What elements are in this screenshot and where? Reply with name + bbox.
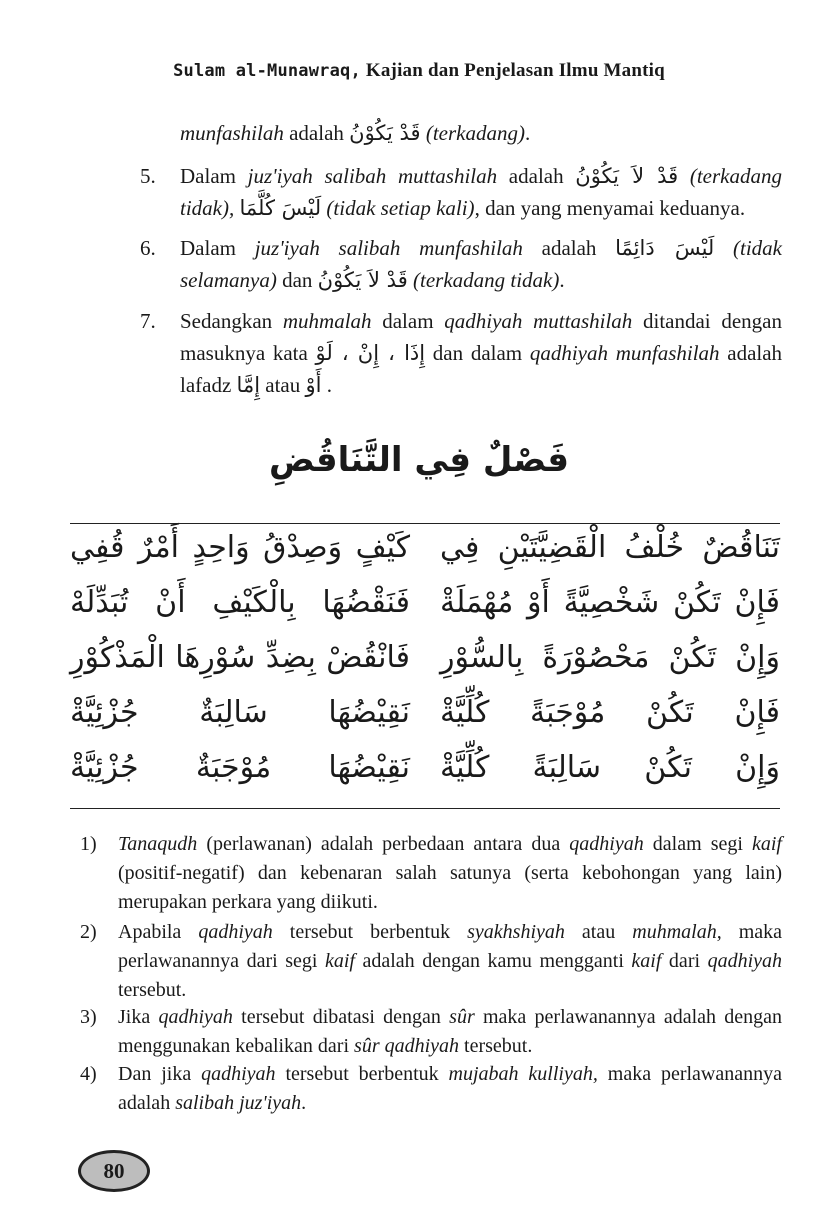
italic-term: mujabah kulliyah, <box>448 1063 598 1085</box>
gloss: (terkadang tidak), <box>180 164 782 220</box>
gloss: (terkadang tidak) <box>407 268 560 292</box>
text: dan <box>276 268 318 292</box>
italic-term: juz'iyah salibah muttashilah <box>247 164 498 188</box>
italic-term: qadhiyah <box>569 833 644 855</box>
verse-first-hemistich: وَإِنْ تَكُنْ مَحْصُوْرَةً بِالسُّوْرِ <box>440 640 780 675</box>
intro-line <box>180 117 782 149</box>
intro-gloss: (terkadang) <box>425 121 525 145</box>
item-text <box>180 160 782 224</box>
arabic-term: أَوْ <box>305 373 322 397</box>
text: Dalam <box>180 236 255 260</box>
text: Jika <box>118 1006 159 1028</box>
arabic-term: قَدْ لاَ يَكُوْنُ <box>575 164 679 188</box>
text: ditandai dengan masuknya kata <box>180 309 782 365</box>
intro-term: munfashilah <box>180 121 284 145</box>
item-number: 7. <box>140 309 156 333</box>
italic-term: sûr qadhiyah <box>354 1035 460 1057</box>
intro-text: adalah <box>283 121 350 145</box>
item-number: 6. <box>140 236 156 260</box>
footnote-number: 4) <box>80 1063 97 1085</box>
gloss: (tidak setiap kali) <box>321 196 475 220</box>
poem-top-rule <box>70 523 780 524</box>
page-number-badge: 80 <box>78 1150 150 1192</box>
running-header <box>0 60 838 82</box>
text: dalam segi <box>643 833 752 855</box>
text: maka perlawanannya adalah dengan menggunakan kebalikan dari <box>118 1006 783 1057</box>
text: adalah <box>522 236 616 260</box>
item-text <box>180 232 782 296</box>
italic-term: qadhiyah <box>201 1063 276 1085</box>
footnote-text <box>118 1060 782 1118</box>
text: . <box>321 373 332 397</box>
verse-second-hemistich: كَيْفٍ وَصِدْقُ وَاحِدٍ أَمْرٌ قُفِي <box>70 530 410 565</box>
italic-term: kaif <box>752 833 782 855</box>
text: dan dalam <box>425 341 530 365</box>
text: , dan yang menyamai keduanya. <box>474 196 746 220</box>
text: maka perlawanannya dari segi <box>118 921 783 972</box>
text: Apabila <box>118 921 199 943</box>
text: tersebut. <box>459 1035 533 1057</box>
footnote-number: 2) <box>80 921 97 943</box>
verse-second-hemistich: فَنَقْضُهَا بِالْكَيْفِ أَنْ تُبَدِّلَهْ <box>70 585 410 620</box>
text: dari <box>661 950 708 972</box>
arabic-term: إِمَّا <box>236 373 261 397</box>
verse-second-hemistich: فَانْقُضْ بِضِدِّ سُوْرِهَا الْمَذْكُوْرِ <box>70 640 410 675</box>
italic-term: Tanaqudh <box>118 833 198 855</box>
item-text <box>180 305 782 401</box>
text: adalah dengan kamu mengganti <box>354 950 632 972</box>
footnote-text <box>118 1003 782 1061</box>
text: (perlawanan) adalah perbedaan antara dua <box>197 833 570 855</box>
verse-second-hemistich: نَقِيْضُهَا سَالِبَةٌ جُزْئِيَّةْ <box>70 695 410 730</box>
text: . <box>301 1092 307 1114</box>
italic-term: kaif <box>631 950 662 972</box>
footnote-number: 1) <box>80 833 97 855</box>
text: tersebut dibatasi dengan <box>232 1006 450 1028</box>
poem-verse-1 <box>70 530 780 588</box>
verse-first-hemistich: فَإِنْ تَكُنْ شَخْصِيَّةً أَوْ مُهْمَلَةْ <box>440 585 780 620</box>
text: (positif-negatif) dan kebenaran salah satunya (serta kebohongan yang lain) merupakan perkara yang diikuti. <box>118 862 782 913</box>
text: Dalam <box>180 164 248 188</box>
text: tersebut berbentuk <box>272 921 468 943</box>
italic-term: syakhshiyah <box>467 921 565 943</box>
item-number: 5. <box>140 164 156 188</box>
poem-verse-5 <box>70 750 780 808</box>
text: atau <box>260 373 306 397</box>
poem-verse-4 <box>70 695 780 753</box>
italic-term: qadhiyah <box>158 1006 233 1028</box>
italic-term: kaif <box>324 950 355 972</box>
text: tersebut. <box>118 979 187 1001</box>
poem-verse-3 <box>70 640 780 698</box>
gloss: (tidak selamanya) <box>180 236 783 292</box>
italic-term: qadhiyah <box>707 950 782 972</box>
intro-arabic: قَدْ يَكُوْنُ <box>349 121 421 145</box>
italic-term: qadhiyah munfashilah <box>529 341 720 365</box>
poem-bottom-rule <box>70 808 780 809</box>
text: maka perlawanannya adalah <box>118 1063 783 1114</box>
footnote-text <box>118 830 782 917</box>
text: Dan jika <box>118 1063 202 1085</box>
arabic-term: قَدْ لاَ يَكُوْنُ <box>317 268 408 292</box>
verse-second-hemistich: نَقِيْضُهَا مُوْجَبَةٌ جُزْئِيَّةْ <box>70 750 410 785</box>
text: adalah <box>497 164 576 188</box>
verse-first-hemistich: وَإِنْ تَكُنْ سَالِبَةً كُلِّيَّةْ <box>440 750 780 785</box>
italic-term: juz'iyah salibah munfashilah <box>254 236 523 260</box>
italic-term: muhmalah, <box>632 921 722 943</box>
text: atau <box>564 921 633 943</box>
text: Sedangkan <box>180 309 283 333</box>
text: tersebut berbentuk <box>275 1063 449 1085</box>
footnote-number: 3) <box>80 1006 97 1028</box>
text: dalam <box>371 309 445 333</box>
italic-term: qadhiyah <box>198 921 273 943</box>
verse-first-hemistich: فَإِنْ تَكُنْ مُوْجَبَةً كُلِّيَّةْ <box>440 695 780 730</box>
italic-term: sûr <box>449 1006 475 1028</box>
verse-first-hemistich: تَنَاقُضٌ خُلْفُ الْقَضِيَّتَيْنِ فِي <box>440 530 780 565</box>
intro-end: . <box>524 121 531 145</box>
arabic-term: لَيْسَ كُلَّمَا <box>239 196 322 220</box>
italic-term: muhmalah <box>282 309 372 333</box>
header-book-title: Sulam al-Munawraq, <box>173 61 361 81</box>
footnote-text <box>118 918 782 1005</box>
arabic-term: لَيْسَ دَائِمًا <box>615 236 715 260</box>
italic-term: qadhiyah muttashilah <box>444 309 633 333</box>
text: adalah lafadz <box>180 341 783 397</box>
italic-term: salibah juz'iyah <box>175 1092 302 1114</box>
text: . <box>559 268 565 292</box>
arabic-term: إِذَا ، إِنْ ، لَوْ <box>315 341 426 365</box>
poem-verse-2 <box>70 585 780 643</box>
header-subtitle: Kajian dan Penjelasan Ilmu Mantiq <box>360 60 665 81</box>
section-title: فَصْلٌ فِي التَّنَاقُضِ <box>268 440 570 480</box>
